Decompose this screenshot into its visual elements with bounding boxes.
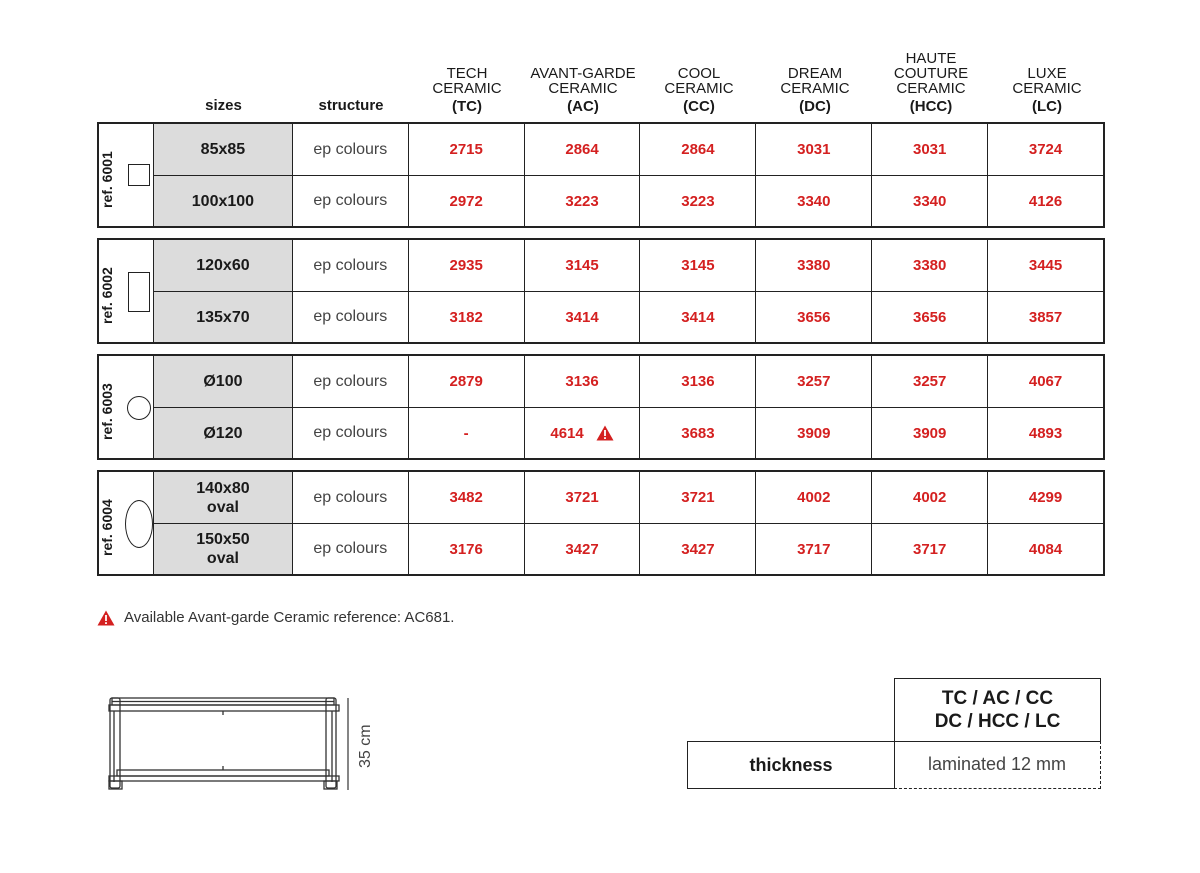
- price-value: 3721: [565, 489, 599, 506]
- header-structure: structure: [318, 97, 384, 114]
- price-value: 3717: [912, 540, 947, 558]
- price-cell: [988, 176, 1103, 226]
- price-cell: [409, 408, 525, 458]
- size-cell: [154, 524, 293, 574]
- price-value: 3414: [565, 308, 599, 326]
- size-cell: [154, 124, 293, 175]
- reference-label: ref. 6004: [99, 499, 115, 556]
- price-value: 2972: [449, 192, 483, 210]
- header-column-line: CERAMIC: [896, 80, 966, 97]
- header-column: [525, 66, 641, 114]
- size-cell: [154, 240, 293, 291]
- structure-cell: ep colours: [293, 524, 409, 574]
- header-column-abbr: (DC): [799, 98, 831, 115]
- price-value: 2864: [681, 141, 715, 158]
- table-row: [154, 175, 1103, 226]
- header-column-line: CERAMIC: [432, 80, 502, 97]
- price-value: 3445: [1028, 257, 1063, 274]
- size-text: oval: [206, 550, 239, 567]
- header-column-line: COOL: [677, 65, 721, 82]
- square-icon: [128, 164, 150, 186]
- size-text: 100x100: [191, 192, 255, 210]
- header-column-line: LUXE: [1027, 65, 1067, 82]
- price-cell: [409, 292, 525, 342]
- thickness-value: laminated 12 mm: [894, 741, 1101, 789]
- price-value: 3683: [681, 424, 715, 442]
- header-column-abbr: (HCC): [909, 98, 953, 115]
- price-cell: [409, 524, 525, 574]
- header-column: [873, 51, 989, 114]
- price-cell: [872, 240, 988, 291]
- price-value: 3717: [797, 540, 831, 558]
- price-value: 3176: [449, 540, 483, 558]
- height-dimension-label: 35 cm: [357, 724, 374, 768]
- thickness-header-line-1: TC / AC / CC: [941, 688, 1054, 709]
- price-cell: [756, 240, 872, 291]
- price-value: 3031: [912, 141, 947, 158]
- thickness-header-line-2: DC / HCC / LC: [934, 711, 1061, 732]
- size-text: 135x70: [196, 308, 250, 326]
- header-column-line: HAUTE: [905, 50, 957, 67]
- header-column-line: COUTURE: [893, 65, 969, 82]
- price-value: 4614: [550, 424, 584, 442]
- price-value: 3656: [797, 308, 831, 326]
- price-value: 3482: [449, 489, 483, 506]
- price-cell: [640, 124, 756, 175]
- price-cell: [756, 292, 872, 342]
- price-cell: [988, 124, 1103, 175]
- price-cell: [525, 176, 641, 226]
- reference-column: [99, 356, 154, 458]
- header-column-abbr: (AC): [567, 98, 599, 115]
- reference-column: [99, 240, 154, 342]
- size-cell: [154, 176, 293, 226]
- price-value: 3223: [681, 192, 715, 210]
- header-column-line: AVANT-GARDE: [530, 65, 636, 82]
- structure-cell: ep colours: [293, 176, 409, 226]
- price-value: 4002: [797, 489, 831, 506]
- price-value: 2864: [565, 141, 599, 158]
- price-cell: [872, 524, 988, 574]
- header-column-abbr: (LC): [1032, 98, 1062, 115]
- price-value: 2715: [449, 141, 483, 158]
- price-value: 4084: [1028, 540, 1063, 558]
- table-row: [154, 407, 1103, 458]
- price-value: 4067: [1028, 373, 1063, 390]
- price-value: 4299: [1028, 489, 1063, 506]
- reference-column: [99, 472, 154, 574]
- price-cell: [409, 356, 525, 407]
- table-row: [154, 472, 1103, 523]
- header-column-line: DREAM: [787, 65, 843, 82]
- price-cell: [872, 356, 988, 407]
- price-cell: [525, 240, 641, 291]
- price-cell: [525, 472, 641, 523]
- dimension-line: [340, 696, 350, 792]
- table-row: [154, 356, 1103, 407]
- price-cell: [409, 124, 525, 175]
- size-text: 150x50: [196, 531, 250, 548]
- header-column-line: CERAMIC: [1012, 80, 1082, 97]
- price-value: 3223: [565, 192, 599, 210]
- size-cell: [154, 356, 293, 407]
- structure-cell: ep colours: [293, 240, 409, 291]
- structure-cell: ep colours: [293, 408, 409, 458]
- header-sizes: sizes: [205, 97, 242, 114]
- reference-column: [99, 124, 154, 226]
- price-cell: [756, 524, 872, 574]
- price-value: 2879: [449, 373, 483, 390]
- note-text: Available Avant-garde Ceramic reference: AC681.: [124, 609, 455, 626]
- price-value: 2935: [449, 257, 483, 274]
- product-block: [97, 122, 1105, 228]
- header-column: [757, 66, 873, 114]
- price-value: 3340: [912, 192, 947, 210]
- price-value: 3257: [912, 373, 947, 390]
- price-value: 3182: [449, 308, 483, 326]
- price-cell: [756, 176, 872, 226]
- price-value: 4893: [1028, 424, 1063, 442]
- price-value: 3857: [1028, 308, 1063, 326]
- product-block: [97, 354, 1105, 460]
- circle-icon: [127, 396, 151, 420]
- price-cell: [640, 176, 756, 226]
- price-cell: [872, 176, 988, 226]
- price-cell: [988, 408, 1103, 458]
- price-value: 3031: [797, 141, 831, 158]
- header-column-line: CERAMIC: [780, 80, 850, 97]
- price-cell: [640, 472, 756, 523]
- table-row: [154, 240, 1103, 291]
- header-column-abbr: (CC): [683, 98, 715, 115]
- table-row: [154, 291, 1103, 342]
- price-cell: [640, 240, 756, 291]
- price-value: 3380: [912, 257, 947, 274]
- price-value: 3427: [565, 540, 599, 558]
- size-cell: [154, 292, 293, 342]
- structure-cell: ep colours: [293, 124, 409, 175]
- size-text: 85x85: [200, 141, 246, 158]
- price-cell: [872, 408, 988, 458]
- product-block: [97, 470, 1105, 576]
- price-cell: [756, 356, 872, 407]
- price-value: 3340: [797, 192, 831, 210]
- header-column-abbr: (TC): [452, 98, 482, 115]
- price-value: 3427: [681, 540, 715, 558]
- price-value: 3724: [1028, 141, 1063, 158]
- table-row: [154, 124, 1103, 175]
- structure-cell: ep colours: [293, 472, 409, 523]
- price-value: 3909: [912, 424, 947, 442]
- price-cell: [525, 356, 641, 407]
- price-cell: [409, 176, 525, 226]
- price-value: 3656: [912, 308, 947, 326]
- price-cell: [872, 472, 988, 523]
- table-side-view-drawing: [105, 690, 345, 792]
- oval-icon: [125, 500, 153, 548]
- price-value: 3380: [797, 257, 831, 274]
- table-row: [154, 523, 1103, 574]
- price-cell: [409, 240, 525, 291]
- price-cell: [988, 240, 1103, 291]
- size-text: Ø100: [203, 373, 243, 390]
- thickness-header: [894, 678, 1101, 742]
- price-value: -: [463, 424, 469, 442]
- price-cell: [988, 472, 1103, 523]
- price-value: 3136: [565, 373, 599, 390]
- price-cell: [640, 356, 756, 407]
- header-column-line: CERAMIC: [548, 80, 618, 97]
- thickness-label: thickness: [687, 741, 895, 789]
- price-value: 4126: [1028, 192, 1063, 210]
- price-cell: [525, 408, 641, 458]
- price-cell: [756, 124, 872, 175]
- price-cell: [872, 124, 988, 175]
- size-text: 120x60: [196, 257, 250, 274]
- price-cell: [988, 292, 1103, 342]
- reference-label: ref. 6002: [99, 267, 115, 324]
- size-cell: [154, 472, 293, 523]
- price-cell: [988, 524, 1103, 574]
- price-value: 4002: [912, 489, 947, 506]
- price-value: 3909: [797, 424, 831, 442]
- price-value: 3136: [681, 373, 715, 390]
- price-value: 3145: [681, 257, 715, 274]
- size-text: Ø120: [203, 424, 243, 442]
- rectangle-icon: [128, 272, 150, 312]
- size-cell: [154, 408, 293, 458]
- availability-note: [97, 609, 454, 626]
- header-column: [409, 66, 525, 114]
- warning-icon: [97, 610, 115, 626]
- price-value: 3145: [565, 257, 599, 274]
- price-cell: [640, 524, 756, 574]
- price-cell: [756, 472, 872, 523]
- header-column: [989, 66, 1105, 114]
- price-cell: [409, 472, 525, 523]
- price-cell: [756, 408, 872, 458]
- structure-cell: ep colours: [293, 356, 409, 407]
- price-value: 3257: [797, 373, 831, 390]
- price-cell: [640, 408, 756, 458]
- size-text: 140x80: [196, 479, 250, 497]
- product-block: [97, 238, 1105, 344]
- price-cell: [988, 356, 1103, 407]
- price-cell: [872, 292, 988, 342]
- price-cell: [640, 292, 756, 342]
- size-text: oval: [206, 498, 239, 516]
- price-value: 3414: [681, 308, 715, 326]
- header-column-line: CERAMIC: [664, 80, 734, 97]
- price-value: 3721: [681, 489, 715, 506]
- warning-icon: [596, 425, 614, 441]
- price-cell: [525, 524, 641, 574]
- structure-cell: ep colours: [293, 292, 409, 342]
- price-cell: [525, 124, 641, 175]
- reference-label: ref. 6003: [99, 383, 115, 440]
- header-column: [641, 66, 757, 114]
- reference-label: ref. 6001: [99, 151, 115, 208]
- price-cell: [525, 292, 641, 342]
- header-column-line: TECH: [446, 65, 488, 82]
